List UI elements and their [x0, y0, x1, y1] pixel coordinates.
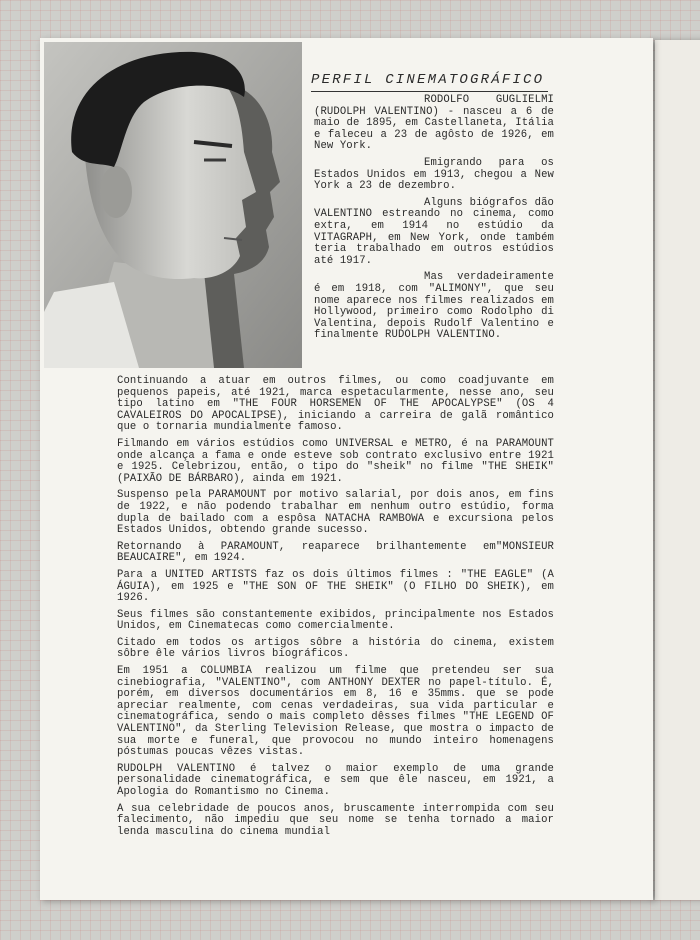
paragraph: Suspenso pela PARAMOUNT por motivo salarial, por dois anos, em fins de 1922, e não podendo trabalhar em nenhum outro estúdio, forma dupla de bailado com a espôsa NATACHA RAMBOWA e excursiona pelos Estados Unidos, obtendo grande sucesso. [117, 489, 554, 537]
paragraph: Emigrando para os Estados Unidos em 1913, chegou a New York a 23 de dezembro. [314, 156, 554, 193]
portrait-profile-photo [44, 42, 302, 368]
full-width-text [117, 376, 554, 843]
paragraph: Retornando à PARAMOUNT, reaparece brilhantemente em"MONSIEUR BEAUCAIRE", em 1924. [117, 540, 554, 565]
right-column-text [314, 95, 554, 347]
document-page [40, 38, 653, 900]
paragraph: Para a UNITED ARTISTS faz os dois últimos filmes : "THE EAGLE" (A ÁGUIA), em 1925 e "THE SON OF THE SHEIK" (O FILHO DO SHEIK), em 1926. [117, 568, 554, 605]
paragraph: A sua celebridade de poucos anos, bruscamente interrompida com seu falecimento, não impediu que seu nome se tenha tornado a maior lenda masculina do cinema mundial [117, 802, 554, 838]
paragraph: Em 1951 a COLUMBIA realizou um filme que pretendeu ser sua cinebiografia, "VALENTINO", com ANTHONY DEXTER no papel-título. É, porém, em diversos documentários em 8, 16 e 35mms. que se pode apreciar realmente, com cenas verdadeiras, sua vida particular e cinematográfica, sendo o mais completo dêsses filmes "THE LEGEND OF VALENTINO", da Sterling Television Release, que mostra o impacto de sua morte e funeral, que provocou no mundo inteiro homenagens póstumas poucas vêzes vistas. [117, 665, 554, 759]
paragraph: Continuando a atuar em outros filmes, ou como coadjuvante em pequenos papeis, até 1921, marca espetacularmente, nesse ano, seu tipo latino em "THE FOUR HORSEMEN OF THE APOCALYPSE" (OS 4 CAVALEIROS DO APOCALIPSE), iniciando a carreira de galã romântico que o tornaria mundialmente famoso. [117, 375, 554, 434]
title-underline [311, 91, 548, 92]
paragraph: Seus filmes são constantemente exibidos, principalmente nos Estados Unidos, em Cinematecas como comercialmente. [117, 608, 554, 633]
paragraph: RODOLFO GUGLIELMI (RUDOLPH VALENTINO) - nasceu a 6 de maio de 1895, em Castellaneta, Itália e faleceu a 23 de agôsto de 1926, em New York. [314, 94, 554, 153]
next-page-edge [655, 40, 700, 900]
paragraph: Filmando em vários estúdios como UNIVERSAL e METRO, é na PARAMOUNT onde alcança a fama e onde esteve sob contrato exclusivo entre 1921 e 1925. Celebrizou, então, o tipo do "sheik" no filme "THE SHEIK" (PAIXÃO DE BÁRBARO), ainda em 1921. [117, 437, 554, 485]
paragraph: RUDOLPH VALENTINO é talvez o maior exemplo de uma grande personalidade cinematográfica, e sem que êle nasceu, em 1921, a Apologia do Romantismo no Cinema. [117, 762, 554, 798]
paragraph: Mas verdadeiramente é em 1918, com "ALIMONY", que seu nome aparece nos filmes realizados em Hollywood, primeiro como Rodolpho di Valentina, depois Rudolf Valentino e finalmente RUDOLPH VALENTINO. [314, 271, 554, 342]
portrait-icon [44, 42, 302, 368]
paragraph: Citado em todos os artigos sôbre a história do cinema, existem sôbre êle vários livros biográficos. [117, 636, 554, 661]
page-title: PERFIL CINEMATOGRÁFICO [311, 72, 545, 88]
paragraph: Alguns biógrafos dão VALENTINO estreando no cinema, como extra, em 1914 no estúdio da VITAGRAPH, em New York, onde também teria trabalhado em outros estúdios até 1917. [314, 196, 554, 267]
